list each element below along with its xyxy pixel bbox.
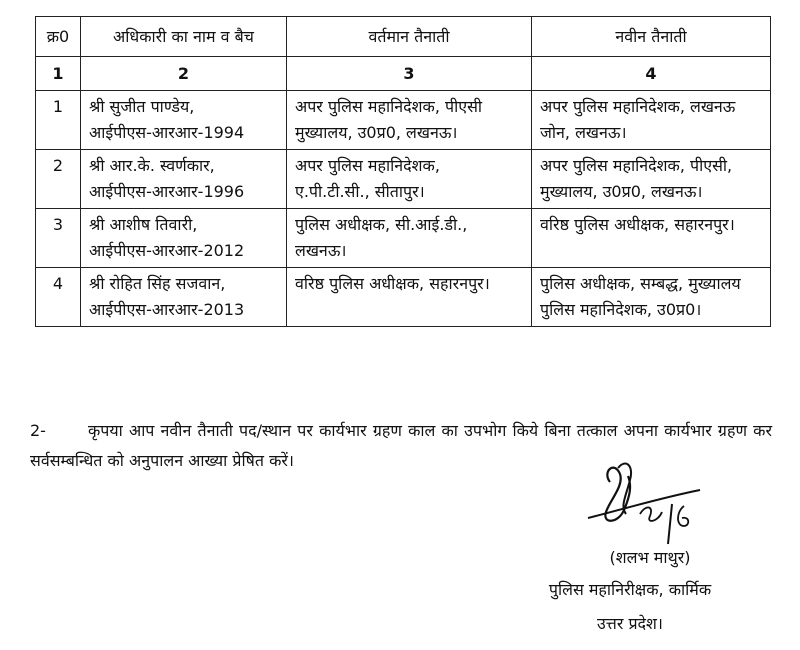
table-row <box>36 150 771 209</box>
officer-batch: आईपीएस-आरआर-2012 <box>89 241 245 260</box>
new-posting-line: जोन, लखनऊ। <box>540 123 627 142</box>
header-current-posting: वर्तमान तैनाती <box>287 17 532 57</box>
column-number-row <box>36 57 771 91</box>
row-serial: 4 <box>36 268 81 327</box>
header-new-posting: नवीन तैनाती <box>532 17 771 57</box>
row-serial: 1 <box>36 91 81 150</box>
handwritten-signature <box>580 452 710 552</box>
table-header-row <box>36 17 771 57</box>
signatory-name: (शलभ माथुर) <box>609 548 691 567</box>
officer-batch: आईपीएस-आरआर-2013 <box>89 300 245 319</box>
officer-name: श्री सुजीत पाण्डेय, <box>89 97 195 116</box>
paragraph-text: कृपया आप नवीन तैनाती पद/स्थान पर कार्यभार ग्रहण काल का उपभोग किये बिना तत्काल अपना कार्यभार ग्रहण कर सर्वसम्बन्धित को अनुपालन आख्या प्रेषित करें। <box>30 421 772 470</box>
current-posting-line: पुलिस अधीक्षक, सी.आई.डी., <box>295 215 468 234</box>
header-officer: अधिकारी का नाम व बैच <box>81 17 287 57</box>
current-posting-line: अपर पुलिस महानिदेशक, पीएसी <box>295 97 483 116</box>
table-row <box>36 209 771 268</box>
officer-batch: आईपीएस-आरआर-1996 <box>89 182 245 201</box>
officer-name: श्री रोहित सिंह सजवान, <box>89 274 226 293</box>
officer-cell <box>81 91 287 150</box>
current-posting-line: अपर पुलिस महानिदेशक, <box>295 156 440 175</box>
column-number: 2 <box>81 57 287 91</box>
row-serial: 2 <box>36 150 81 209</box>
paragraph-number: 2- <box>30 421 46 440</box>
signatory-designation: पुलिस महानिरीक्षक, कार्मिक <box>548 580 712 599</box>
current-posting-line: मुख्यालय, उ0प्र0, लखनऊ। <box>295 123 458 142</box>
new-posting-cell <box>532 150 771 209</box>
current-posting-cell <box>287 209 532 268</box>
officer-batch: आईपीएस-आरआर-1994 <box>89 123 245 142</box>
row-serial: 3 <box>36 209 81 268</box>
new-posting-line: अपर पुलिस महानिदेशक, पीएसी, <box>540 156 733 175</box>
new-posting-line: मुख्यालय, उ0प्र0, लखनऊ। <box>540 182 703 201</box>
officer-name: श्री आशीष तिवारी, <box>89 215 198 234</box>
officer-cell <box>81 268 287 327</box>
new-posting-cell <box>532 209 771 268</box>
new-posting-line: पुलिस महानिदेशक, उ0प्र0। <box>540 300 702 319</box>
new-posting-cell <box>532 91 771 150</box>
officer-name: श्री आर.के. स्वर्णकार, <box>89 156 215 175</box>
current-posting-line: ए.पी.टी.सी., सीतापुर। <box>295 182 425 201</box>
table-row <box>36 91 771 150</box>
new-posting-cell <box>532 268 771 327</box>
current-posting-line: वरिष्ठ पुलिस अधीक्षक, सहारनपुर। <box>295 274 490 293</box>
transfer-table <box>35 16 771 327</box>
column-number: 3 <box>287 57 532 91</box>
new-posting-line: वरिष्ठ पुलिस अधीक्षक, सहारनपुर। <box>540 215 735 234</box>
table-row <box>36 268 771 327</box>
officer-cell <box>81 209 287 268</box>
new-posting-line: अपर पुलिस महानिदेशक, लखनऊ <box>540 97 736 116</box>
current-posting-line: लखनऊ। <box>295 241 347 260</box>
officer-cell <box>81 150 287 209</box>
column-number: 4 <box>532 57 771 91</box>
signatory-state: उत्तर प्रदेश। <box>597 614 663 633</box>
column-number: 1 <box>36 57 81 91</box>
current-posting-cell <box>287 268 532 327</box>
current-posting-cell <box>287 150 532 209</box>
header-serial: क्र0 <box>36 17 81 57</box>
new-posting-line: पुलिस अधीक्षक, सम्बद्ध, मुख्यालय <box>540 274 741 293</box>
current-posting-cell <box>287 91 532 150</box>
